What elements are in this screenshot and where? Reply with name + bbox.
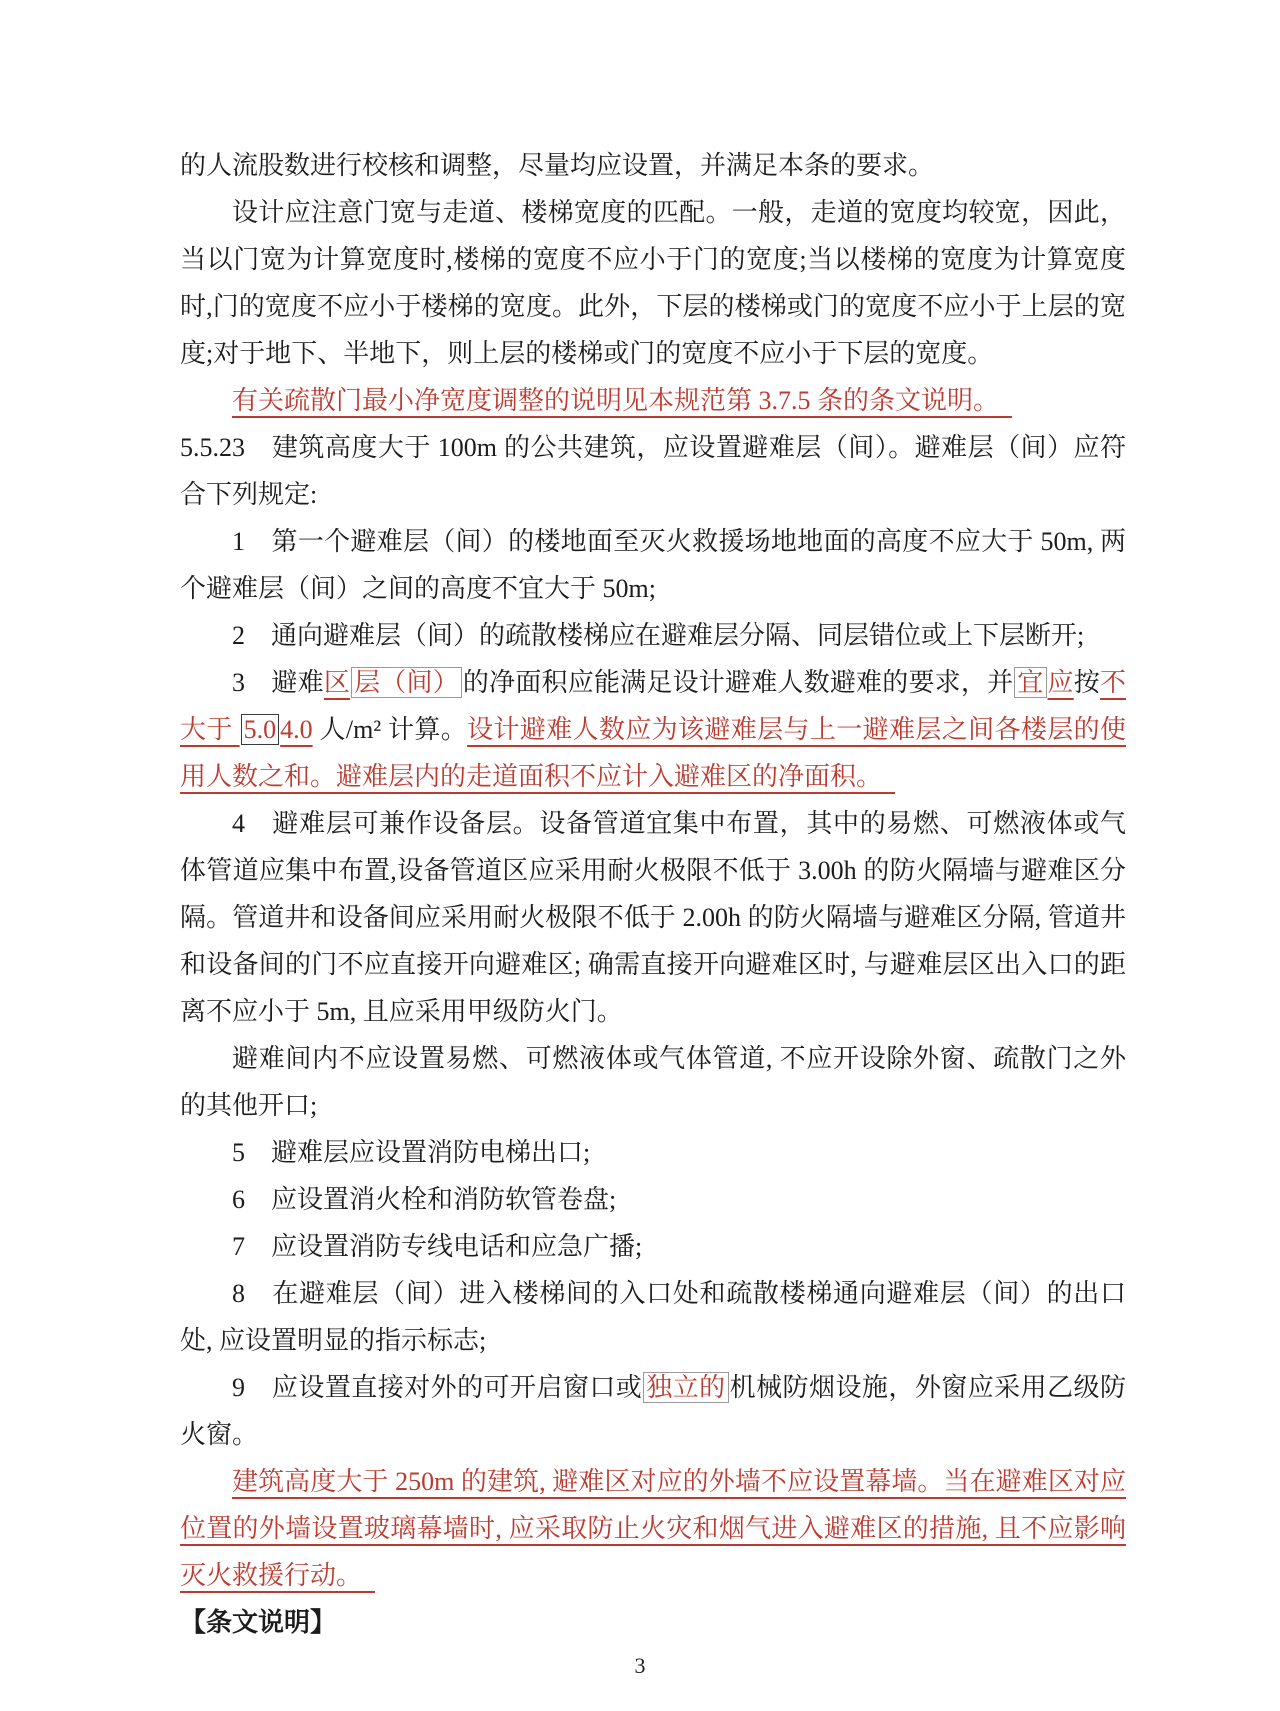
text-run: 6 应设置消火栓和消防软管卷盘; — [232, 1185, 617, 1214]
text-run: 避难间内不应设置易燃、可燃液体或气体管道, 不应开设除外窗、疏散门之外的其他开口; — [180, 1044, 1126, 1120]
clause-item-2 — [180, 612, 1126, 659]
inserted-text-run: 建筑高度大于 250m 的建筑, 避难区对应的外墙不应设置幕墙。当在避难区对应位置的外墙设置玻璃幕墙时, 应采取防止火灾和烟气进入避难区的措施, 且不应影响灭火救援行动。 — [180, 1467, 1126, 1590]
deleted-text-run: 独立的 — [643, 1372, 728, 1403]
clause-item-8 — [180, 1270, 1126, 1364]
inserted-text-run: 应 — [1047, 668, 1074, 697]
page-number: 3 — [634, 1653, 646, 1678]
text-run: 5.5.23 建筑高度大于 100m 的公共建筑，应设置避难层（间）。避难层（间）应符合下列规定: — [180, 433, 1126, 509]
clause-item-6 — [180, 1176, 1126, 1223]
text-run: 的净面积应能满足设计避难人数避难的要求，并 — [462, 668, 1014, 697]
heading-explanatory-note — [180, 1599, 1126, 1646]
clause-item-9 — [180, 1364, 1126, 1458]
text-run: 8 在避难层（间）进入楼梯间的入口处和疏散楼梯通向避难层（间）的出口处, 应设置明显的指示标志; — [180, 1279, 1126, 1355]
para-refuge-room-openings — [180, 1035, 1126, 1129]
para-door-width-matching — [180, 189, 1126, 377]
text-run: 1 第一个避难层（间）的楼地面至灭火救援场地地面的高度不应大于 50m, 两个避难层（间）之间的高度不宜大于 50m; — [180, 527, 1126, 603]
text-run: 4 避难层可兼作设备层。设备管道宜集中布置，其中的易燃、可燃液体或气体管道应集中布置,设备管道区应采用耐火极限不低于 3.00h 的防火隔墙与避难区分隔。管道井和设备间应采用耐火极限不低于 2.00h 的防火隔墙与避难区分隔, 管道井和设备间的门不应直接开向避难区; 确需直接开向避难区时, 与避难层区出入口的距离不应小于 5m, 且应采用甲级防火门。 — [180, 809, 1126, 1026]
para-ref-note-3-7-5 — [180, 377, 1126, 424]
inserted-text-run: 有关疏散门最小净宽度调整的说明见本规范第 3.7.5 条的条文说明。 — [232, 386, 1013, 415]
clause-item-7 — [180, 1223, 1126, 1270]
text-run: 3 避难 — [232, 668, 324, 697]
text-run: 9 应设置直接对外的可开启窗口或 — [232, 1373, 643, 1402]
text-run: 人/m² 计算。 — [312, 715, 468, 744]
text-run: 2 通向避难层（间）的疏散楼梯应在避难层分隔、同层错位或上下层断开; — [232, 621, 1085, 650]
inserted-text-run: 区 — [323, 668, 351, 697]
para-flow-check-continued — [180, 142, 1126, 189]
text-run: 7 应设置消防专线电话和应急广播; — [232, 1232, 643, 1261]
clause-item-3 — [180, 659, 1126, 800]
text-run: 按 — [1073, 668, 1100, 697]
deleted-text-run: 层（间） — [351, 667, 462, 698]
clause-item-1 — [180, 518, 1126, 612]
para-curtain-wall-note — [180, 1458, 1126, 1599]
document-body — [180, 142, 1126, 1646]
inserted-text-run: 设计避难人数应为该避难层与上一避难层之间各楼层的使用人数之和。避难层内的走道面积不应计入避难区的净面积。 — [180, 715, 1126, 791]
deleted-text-run: 5.0 — [241, 714, 280, 745]
clause-item-4 — [180, 800, 1126, 1035]
inserted-text-run: 4.0 — [280, 715, 313, 744]
text-run: 5 避难层应设置消防电梯出口; — [232, 1138, 591, 1167]
deleted-text-run: 宜 — [1014, 667, 1046, 698]
clause-5-5-23 — [180, 424, 1126, 518]
bold-text-run: 【条文说明】 — [180, 1608, 337, 1637]
text-run: 的人流股数进行校核和调整，尽量均应设置，并满足本条的要求。 — [180, 151, 935, 180]
clause-item-5 — [180, 1129, 1126, 1176]
inserted-text-run: 不大于 — [180, 668, 1126, 744]
text-run: 机械防烟设施，外窗应采用乙级防火窗。 — [180, 1373, 1126, 1449]
text-run: 设计应注意门宽与走道、楼梯宽度的匹配。一般，走道的宽度均较宽，因此，当以门宽为计算宽度时,楼梯的宽度不应小于门的宽度;当以楼梯的宽度为计算宽度时,门的宽度不应小于楼梯的宽度。此外，下层的楼梯或门的宽度不应小于上层的宽度;对于地下、半地下，则上层的楼梯或门的宽度不应小于下层的宽度。 — [180, 198, 1126, 368]
